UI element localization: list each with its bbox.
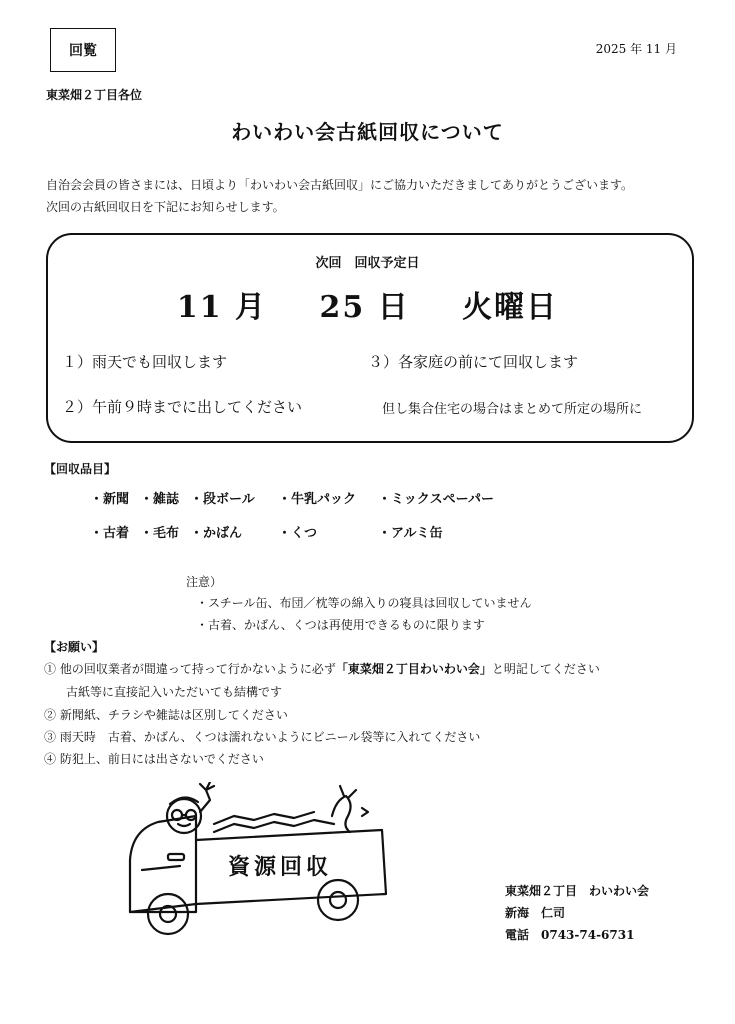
request-3-number: ③ <box>44 730 57 744</box>
requests-heading: 【お願い】 <box>44 640 105 654</box>
request-1-tail: と明記してください <box>491 662 600 676</box>
schedule-weekday: 火曜日 <box>462 290 559 325</box>
schedule-date <box>0 282 735 326</box>
request-4-number: ④ <box>44 752 57 766</box>
issue-date: 2025 年 11 月 <box>595 42 677 56</box>
caution-line-2: ・古着、かばん、くつは再使用できるものに限ります <box>196 618 485 632</box>
paper-bundles <box>214 820 334 832</box>
item-newspaper: ・新聞 <box>90 492 130 507</box>
caution-line-1: ・スチール缶、布団／枕等の綿入りの寝具は回収していません <box>196 596 532 610</box>
truck-sign: 資源回収 <box>228 855 333 880</box>
footer-org: 東菜畑２丁目 わいわい会 <box>505 884 650 898</box>
footer-phone: 電話 0743-74-6731 <box>505 928 635 942</box>
item-cardboard: ・段ボール <box>190 492 255 507</box>
circulation-stamp: 回覧 <box>50 28 116 72</box>
item-magazine: ・雑誌 <box>140 492 180 507</box>
intro-text <box>46 174 633 218</box>
schedule-label: 次回 回収予定日 <box>315 256 420 271</box>
page-title: わいわい会古紙回収について <box>231 120 504 144</box>
front-wheel <box>148 894 188 934</box>
recipient: 東菜畑２丁目各位 <box>46 88 143 102</box>
schedule-note-apartment: 但し集合住宅の場合はまとめて所定の場所に <box>382 402 643 417</box>
request-3-text: 雨天時 古着、かばん、くつは濡れないようにビニール袋等に入れてください <box>59 730 481 744</box>
schedule-day: 25 日 <box>319 290 410 325</box>
request-1-line-2: 古紙等に直接記入いただいても結構です <box>66 685 283 699</box>
item-mixed-paper: ・ミックスペーパー <box>378 492 494 507</box>
intro-line-1: 自治会会員の皆さまには、日頃より「わいわい会古紙回収」にご協力いただきましてありがとうございます。 <box>46 178 634 192</box>
truck-illustration <box>110 782 410 942</box>
item-aluminum-can: ・アルミ缶 <box>378 526 443 541</box>
request-4 <box>44 750 264 767</box>
request-2-text: 新聞紙、チラシや雑誌は区別してください <box>59 708 288 722</box>
request-2-number: ② <box>44 708 57 722</box>
request-1-text: 他の回収業者が間違って持って行かないように必ず <box>59 662 336 676</box>
schedule-month: 11 月 <box>176 290 268 325</box>
intro-line-2: 次回の古紙回収日を下記にお知らせします。 <box>46 200 285 214</box>
items-heading: 【回収品目】 <box>44 462 117 476</box>
driver-arm <box>200 790 210 812</box>
schedule-note-2: ２）午前９時までに出してください <box>62 398 303 416</box>
item-shoes: ・くつ <box>278 526 318 541</box>
request-2 <box>44 706 288 723</box>
rear-wheel <box>318 880 358 920</box>
caution-heading: 注意） <box>186 575 223 589</box>
item-blanket: ・毛布 <box>140 526 180 541</box>
request-1 <box>44 660 600 677</box>
footer-person: 新海 仁司 <box>505 906 566 920</box>
item-clothes: ・古着 <box>90 526 130 541</box>
dog <box>332 796 351 832</box>
music-note <box>362 808 368 816</box>
item-bag: ・かばん <box>190 526 243 541</box>
request-1-highlight: 「東菜畑２丁目わいわい会」 <box>335 662 492 676</box>
schedule-note-1: １）雨天でも回収します <box>62 353 228 371</box>
truck-cab <box>130 816 196 912</box>
request-3 <box>44 728 480 745</box>
request-4-text: 防犯上、前日には出さないでください <box>59 752 264 766</box>
item-milk-carton: ・牛乳パック <box>278 492 357 507</box>
request-1-number: ① <box>44 662 57 676</box>
schedule-note-3: ３）各家庭の前にて回収します <box>368 353 579 371</box>
